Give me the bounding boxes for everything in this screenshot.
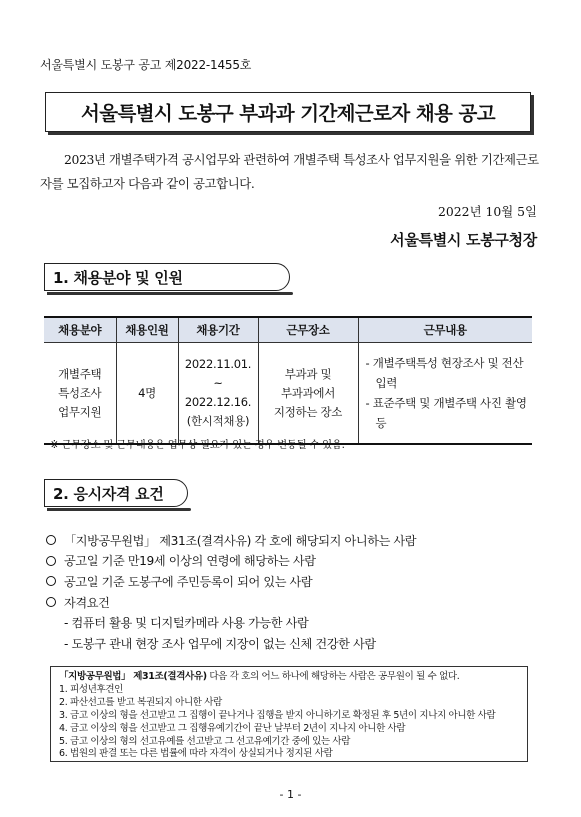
column-header: 채용분야 — [44, 317, 116, 343]
section-heading-text: 2. 응시자격 요건 — [53, 484, 164, 503]
qualification-list — [46, 530, 546, 654]
period-start: 2022.11.01. — [184, 357, 252, 371]
section-heading-text: 1. 채용분야 및 인원 — [53, 268, 183, 287]
list-item — [46, 530, 546, 551]
list-item: - 개별주택특성 현장조사 및 전산입력 — [365, 356, 524, 390]
circle-bullet-icon — [46, 597, 56, 607]
cell-period — [178, 343, 258, 445]
list-item — [46, 592, 546, 613]
table-footnote: ※ 근무장소 및 근무내용은 업무상 필요가 있는 경우 변동될 수 있음. — [50, 439, 345, 451]
period-tilde: ~ — [213, 376, 223, 390]
qualification-text: 공고일 기준 도봉구에 주민등록이 되어 있는 사람 — [64, 574, 313, 589]
list-item — [46, 551, 546, 572]
page-number: - 1 - — [279, 788, 302, 801]
cell-duties — [358, 343, 532, 445]
sub-list-item: - 컴퓨터 활용 및 디지털카메라 사용 가능한 사람 — [64, 616, 309, 631]
intro-paragraph: 2023년 개별주택가격 공시업무와 관련하여 개별주택 특성조사 업무지원을 위한 기간제근로자를 모집하고자 다음과 같이 공고합니다. — [40, 152, 539, 191]
location-line: 지정하는 장소 — [273, 404, 343, 419]
list-item: 4. 금고 이상의 형을 선고받고 그 집행유예기간이 끝난 날부터 2년이 지나지 아니한 사람 — [59, 722, 406, 734]
cell-location — [258, 343, 358, 445]
section-heading-qualification — [44, 479, 188, 507]
field-line: 개별주택 — [58, 366, 102, 381]
law-box-heading — [59, 671, 519, 684]
announcement-date: 2022년 10월 5일 — [438, 204, 537, 219]
list-item: 5. 금고 이상의 형의 선고유예를 선고받고 그 선고유예기간 중에 있는 사람 — [59, 735, 351, 747]
circle-bullet-icon — [46, 556, 56, 566]
period-end: 2022.12.16. — [184, 395, 252, 409]
page-title: 서울특별시 도봉구 부과과 기간제근로자 채용 공고 — [81, 102, 495, 125]
qualification-text: 자격요건 — [64, 595, 110, 610]
field-line: 업무지원 — [58, 404, 102, 419]
notice-number: 서울특별시 도봉구 공고 제2022-1455호 — [40, 58, 252, 72]
column-header: 근무장소 — [258, 317, 358, 343]
cell-count: 4명 — [116, 343, 178, 445]
location-line: 부과과에서 — [280, 385, 336, 400]
field-line: 특성조사 — [58, 385, 102, 400]
cell-field — [44, 343, 116, 445]
column-header: 근무내용 — [358, 317, 532, 343]
circle-bullet-icon — [46, 576, 56, 586]
duty-list — [360, 353, 532, 433]
sub-list-item: - 도봉구 관내 현장 조사 업무에 지장이 없는 신체 건강한 사람 — [64, 636, 376, 651]
list-item: 1. 피성년후견인 — [59, 683, 123, 695]
column-header: 채용기간 — [178, 317, 258, 343]
recruitment-table — [44, 316, 532, 445]
list-item — [46, 571, 546, 592]
column-header: 채용인원 — [116, 317, 178, 343]
list-item: 6. 법원의 판결 또는 다른 법률에 따라 자격이 상실되거나 정지된 사람 — [59, 748, 333, 760]
list-item: - 표준주택 및 개별주택 사진 촬영 등 — [365, 396, 527, 430]
issuer-name: 서울특별시 도봉구청장 — [390, 231, 537, 249]
law-title: 「지방공무원법」 제31조(결격사유) — [59, 671, 207, 682]
list-item: 3. 금고 이상의 형을 선고받고 그 집행이 끝나거나 집행을 받지 아니하기로 확정된 후 5년이 지나지 아니한 사람 — [59, 709, 496, 721]
table-header-row — [44, 317, 532, 343]
qualification-text: 공고일 기준 만19세 이상의 연령에 해당하는 사람 — [64, 554, 316, 569]
qualification-text: 「지방공무원법」 제31조(결격사유) 각 호에 해당되지 아니하는 사람 — [64, 533, 417, 548]
section-heading-recruitment — [44, 263, 290, 291]
circle-bullet-icon — [46, 535, 56, 545]
list-item: 2. 파산선고를 받고 복권되지 아니한 사람 — [59, 696, 222, 708]
table-row — [44, 343, 532, 445]
location-line: 부과과 및 — [284, 366, 332, 381]
period-note: (한시적채용) — [186, 414, 250, 428]
title-box — [45, 92, 531, 132]
law-description: 다음 각 호의 어느 하나에 해당하는 사람은 공무원이 될 수 없다. — [206, 671, 460, 682]
disqualification-law-box — [50, 666, 528, 762]
